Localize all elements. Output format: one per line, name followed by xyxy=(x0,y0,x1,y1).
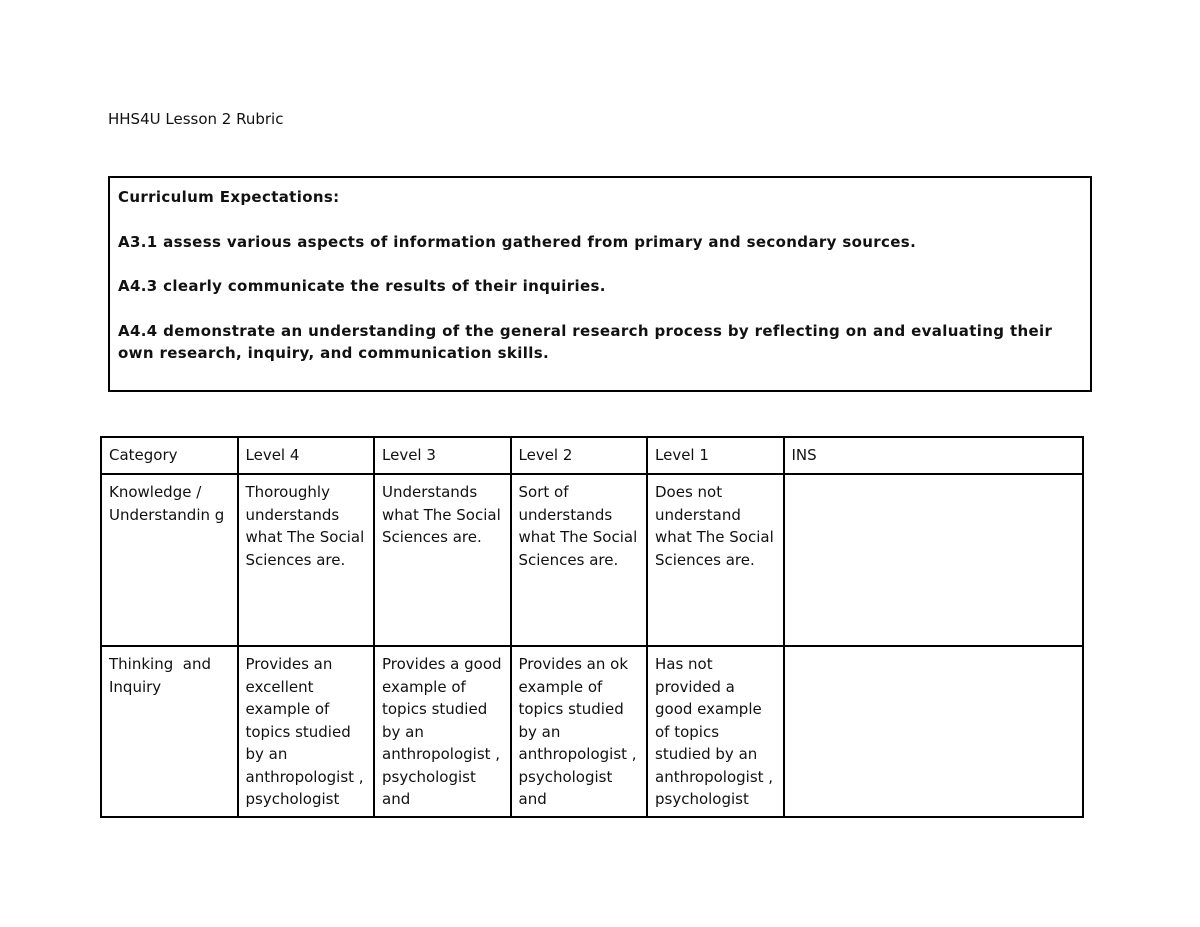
category-cell xyxy=(101,474,238,646)
level-1-cell xyxy=(647,474,784,646)
document-title: HHS4U Lesson 2 Rubric xyxy=(108,110,284,128)
expectation-a4-4: A4.4 demonstrate an understanding of the general research process by reflecting on and evaluating their own research, inquiry, and communication skills. xyxy=(118,321,1053,362)
level-3-cell xyxy=(374,474,511,646)
level-4-cell xyxy=(238,646,375,817)
ins-cell xyxy=(784,474,1084,646)
header-level-1: Level 1 xyxy=(647,437,784,474)
category-thinking-inquiry: Thinking and Inquiry xyxy=(109,655,216,696)
descriptor-text: Has not provided a good example of topics studied by an anthropologist , psychologist xyxy=(655,655,774,808)
header-ins: INS xyxy=(784,437,1084,474)
expectation-a3-1: A3.1 assess various aspects of information gathered from primary and secondary sources. xyxy=(118,232,917,251)
rubric-table xyxy=(100,436,1084,818)
level-2-cell xyxy=(511,474,648,646)
header-level-3: Level 3 xyxy=(374,437,511,474)
curriculum-expectations-box xyxy=(108,176,1092,392)
header-level-2: Level 2 xyxy=(511,437,648,474)
level-2-cell xyxy=(511,646,648,817)
descriptor-text: Does not understand what The Social Sciences are. xyxy=(655,483,774,569)
descriptor-text: Provides an ok example of topics studied by an anthropologist , psychologist and xyxy=(518,655,637,808)
level-1-cell xyxy=(647,646,784,817)
descriptor-text: Thoroughly understands what The Social Sciences are. xyxy=(245,483,365,569)
expectations-heading: Curriculum Expectations: xyxy=(118,188,340,206)
header-level-4: Level 4 xyxy=(238,437,375,474)
level-3-cell xyxy=(374,646,511,817)
ins-cell xyxy=(784,646,1084,817)
descriptor-text: Provides an excellent example of topics studied by an anthropologist , psychologist xyxy=(245,655,364,808)
table-row xyxy=(101,474,1083,646)
descriptor-text: Understands what The Social Sciences are. xyxy=(382,483,501,546)
expectation-a4-3: A4.3 clearly communicate the results of their inquiries. xyxy=(118,277,606,295)
level-4-cell xyxy=(238,474,375,646)
rubric-header-row xyxy=(101,437,1083,474)
category-cell xyxy=(101,646,238,817)
descriptor-text: Provides a good example of topics studied by an anthropologist , psychologist and xyxy=(382,655,502,808)
table-row xyxy=(101,646,1083,817)
category-knowledge-understanding: Knowledge / Understandin g xyxy=(109,483,225,524)
header-category: Category xyxy=(101,437,238,474)
descriptor-text: Sort of understands what The Social Sciences are. xyxy=(518,483,638,569)
